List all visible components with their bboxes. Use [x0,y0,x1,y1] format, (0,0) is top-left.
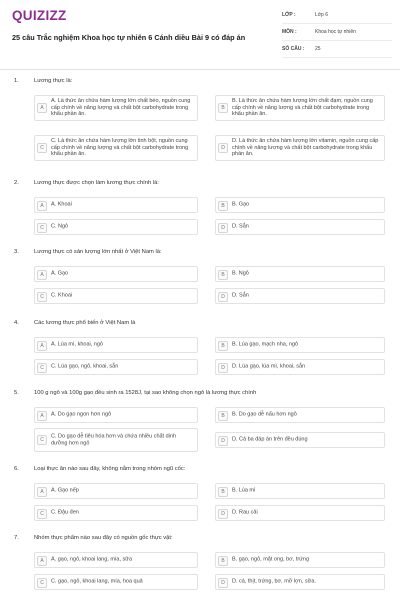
option-c[interactable] [34,219,198,235]
option-letter: D [218,223,228,233]
meta-row-class [282,7,392,24]
option-d[interactable] [215,219,385,235]
question-number: 7. [14,535,19,541]
option-c[interactable] [34,359,198,375]
question-text: Lương thực được chọn làm lương thực chính là: [34,180,159,186]
option-letter: C [37,223,47,233]
option-d[interactable] [215,574,385,590]
option-letter: A [37,201,47,211]
option-text: B. Là thức ăn chứa hàm lượng lớn chất đạm, nguồn cung cấp chính về năng lượng và chất bột carbohydrate trong khẩu phần ăn. [232,98,373,118]
meta-label: LỚP : [282,12,296,18]
option-text: B. Lúa gạo, mạch nha, ngô [232,341,299,348]
option-text: A. Gạo [51,270,69,277]
option-text: C. Do gạo dễ tiêu hóa hơn và chứa nhiều chất dinh dưỡng hơn ngô [51,433,177,446]
meta-value: 25 [315,46,321,52]
option-text: D. Lúa gạo, lúa mì, khoai, sắn [232,363,306,370]
option-text: D. cá, thịt, trứng, bơ, mỡ lợn, sữa. [232,578,316,585]
option-d[interactable] [215,359,385,375]
option-b[interactable] [215,266,385,282]
option-text: B. Gạo [232,201,250,208]
option-letter: D [218,578,228,588]
option-letter: A [37,103,47,113]
option-b[interactable] [215,552,385,568]
option-text: A. Khoai [51,201,72,208]
option-text: D. Sắn [232,223,249,230]
worksheet-meta [282,7,392,58]
option-d[interactable] [215,288,385,304]
question-number: 1. [14,78,19,84]
option-letter: C [37,143,47,153]
option-letter: D [218,143,228,153]
option-text: C. Là thức ăn chứa hàm lượng lớn tinh bột, nguồn cung cấp chính về năng lượng và chất bột carbohydrate trong khẩu phần ăn. [51,138,189,158]
option-text: C. Khoai [51,292,73,299]
option-letter: D [218,509,228,519]
option-a[interactable] [34,337,198,353]
question-text: Các lương thực phổ biến ở Việt Nam là [34,320,136,326]
option-d[interactable] [215,135,385,161]
option-text: C. Đậu đen [51,509,79,516]
option-c[interactable] [34,288,198,304]
option-letter: C [37,509,47,519]
option-b[interactable] [215,197,385,213]
question-text: Lương thực là: [34,78,73,84]
option-a[interactable] [34,483,198,499]
meta-row-count [282,41,392,58]
quizizz-logo: QUIZIZZ [12,8,67,23]
option-letter: C [37,578,47,588]
option-text: A. Lúa mì, khoai, ngô [51,341,103,348]
question-number: 6. [14,466,19,472]
meta-label: SỐ CÂU : [282,46,305,52]
meta-label: MÔN : [282,29,297,35]
option-text: B. gạo, ngô, mật ong, bơ, trứng [232,556,309,563]
option-b[interactable] [215,337,385,353]
option-a[interactable] [34,197,198,213]
option-letter: B [218,341,228,351]
option-text: C. Lúa gạo, ngô, khoai, sắn [51,363,119,370]
option-b[interactable] [215,483,385,499]
option-letter: A [37,487,47,497]
question-number: 2. [14,180,19,186]
question-number: 3. [14,249,19,255]
option-letter: B [218,556,228,566]
option-letter: A [37,270,47,280]
option-letter: D [218,292,228,302]
question-text: 100 g ngô và 100g gạo đều sinh ra 1528J, tại sao không chọn ngô là lương thực chính [34,390,257,396]
option-letter: B [218,270,228,280]
option-text: D. Sắn [232,292,249,299]
option-letter: A [37,341,47,351]
option-text: A. Gạo nếp [51,487,79,494]
option-text: A. gạo, ngô, khoai lang, mía, sữa [51,556,133,563]
question-number: 4. [14,320,19,326]
option-c[interactable] [34,505,198,521]
option-a[interactable] [34,552,198,568]
question-text: Lương thực có sản lượng lớn nhất ở Việt Nam là: [34,249,162,255]
option-letter: B [218,487,228,497]
worksheet-title: 25 câu Trắc nghiệm Khoa học tự nhiên 6 Cánh diều Bài 9 có đáp án [12,33,246,42]
option-letter: C [37,435,47,445]
option-letter: A [37,556,47,566]
option-letter: C [37,363,47,373]
question-text: Nhóm thực phẩm nào sau đây có nguồn gốc thực vật: [34,535,173,541]
option-letter: A [37,411,47,421]
meta-value: Khoa học tự nhiên [315,29,356,35]
option-text: B. Lúa mì [232,487,256,494]
option-b[interactable] [215,407,385,423]
option-text: D. Cả ba đáp án trên đều đúng [232,436,308,443]
option-c[interactable] [34,428,198,452]
option-text: B. Do gạo dễ nấu hơn ngô [232,411,297,418]
option-a[interactable] [34,95,198,121]
option-letter: B [218,411,228,421]
option-d[interactable] [215,505,385,521]
option-a[interactable] [34,266,198,282]
option-a[interactable] [34,407,198,423]
option-d[interactable] [215,432,385,448]
option-text: D. Là thức ăn chứa hàm lượng lớn vitamin, nguồn cung cấp chính về năng lượng và chất bột carbohydrate trong khẩu phần ăn. [232,138,379,158]
meta-value: Lớp 6 [315,12,329,18]
question-text: Loại thực ăn nào sau đây, không nằm trong nhóm ngũ cốc: [34,466,186,472]
option-letter: B [218,201,228,211]
option-letter: D [218,436,228,446]
option-c[interactable] [34,574,198,590]
question-number: 5. [14,390,19,396]
option-text: A. Là thức ăn chứa hàm lượng lớn chất béo, nguồn cung cấp chính về năng lượng và chất bột carbohydrate trong khẩu phần ăn. [51,98,191,118]
option-letter: C [37,292,47,302]
option-text: B. Ngô [232,270,249,277]
option-letter: B [218,103,228,113]
meta-row-subject [282,24,392,41]
option-b[interactable] [215,95,385,121]
option-text: D. Rau cải [232,509,258,516]
option-text: A. Do gạo ngon hơn ngô [51,411,112,418]
option-c[interactable] [34,135,198,161]
worksheet-header [0,0,400,70]
option-text: C. Ngô [51,223,69,230]
option-letter: D [218,363,228,373]
option-text: C. gạo, ngô, khoai lang, mía, hoa quả [51,578,143,585]
